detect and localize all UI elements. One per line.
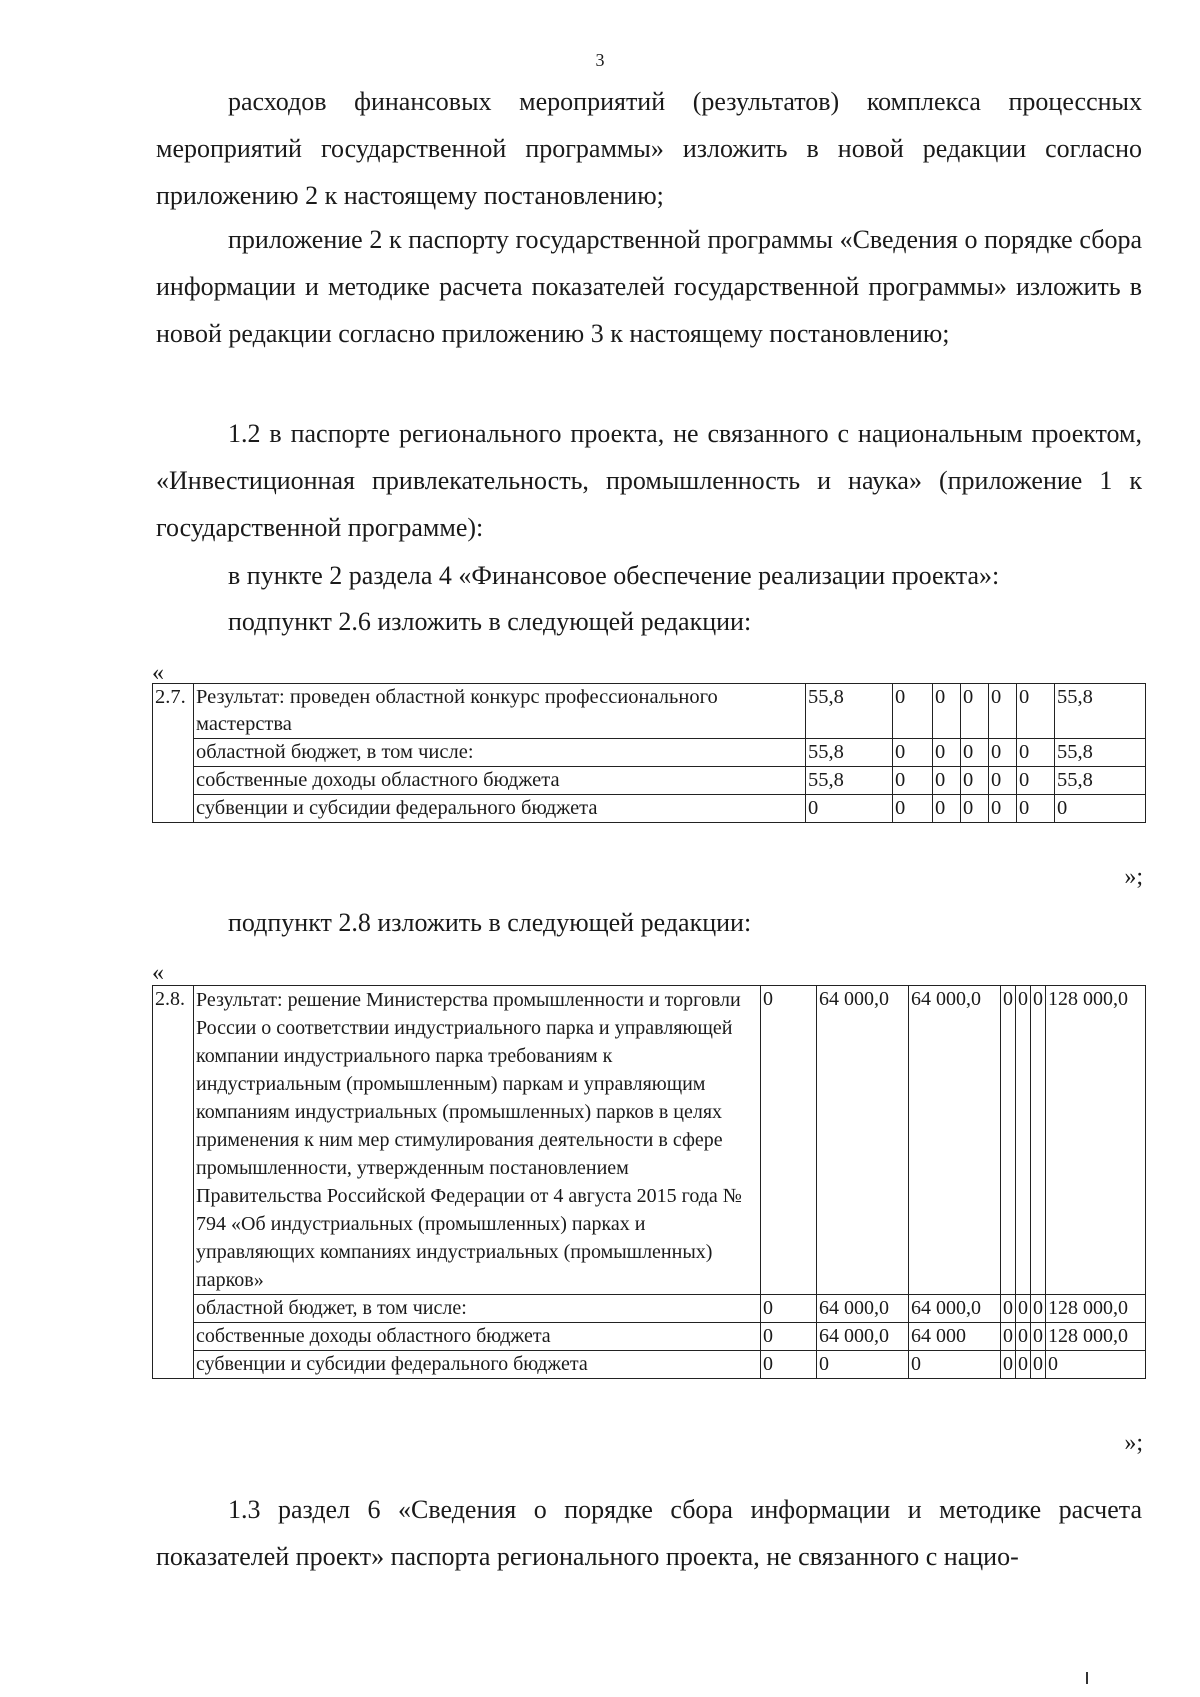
table-row [153, 1323, 1146, 1351]
cell-value: 0 [817, 1351, 909, 1379]
cell-value: 0 [1055, 795, 1146, 823]
paragraph-3: 1.2 в паспорте регионального проекта, не связанного с национальным проектом, «Инвестиционная привлекательность, промышленность и наука» (приложение 1 к государственной программе): [156, 419, 1142, 542]
cell-value: 128 000,0 [1046, 986, 1146, 1295]
table-row [153, 767, 1146, 795]
cell-value: 0 [909, 1351, 1001, 1379]
table-row [153, 795, 1146, 823]
cell-value: 55,8 [1055, 684, 1146, 739]
paragraph-5: подпункт 2.6 изложить в следующей редакции: [228, 607, 752, 636]
quote-close-2: »; [1124, 1430, 1143, 1456]
cell-value: 0 [989, 795, 1017, 823]
cell-value: 64 000,0 [817, 1323, 909, 1351]
cell-value: 64 000,0 [909, 1295, 1001, 1323]
cell-value: 0 [989, 684, 1017, 739]
cell-value: 0 [1017, 739, 1055, 767]
cell-value: 0 [1017, 767, 1055, 795]
cell-value: 0 [761, 1295, 817, 1323]
row-label: субвенции и субсидии федерального бюджета [194, 795, 806, 823]
cell-value: 0 [989, 739, 1017, 767]
row-label: областной бюджет, в том числе: [194, 1295, 761, 1323]
cell-value: 0 [1001, 986, 1016, 1295]
cell-value: 55,8 [1055, 767, 1146, 795]
cell-value: 0 [961, 795, 989, 823]
table-row [153, 986, 1146, 1295]
row-label: собственные доходы областного бюджета [194, 1323, 761, 1351]
cell-value: 55,8 [806, 739, 893, 767]
cell-value: 0 [1031, 1295, 1046, 1323]
result-table-2-7 [152, 683, 1146, 823]
cell-value: 0 [1016, 1323, 1031, 1351]
cell-value: 0 [806, 795, 893, 823]
row-label: собственные доходы областного бюджета [194, 767, 806, 795]
cell-value: 55,8 [806, 684, 893, 739]
cell-value: 0 [1031, 1351, 1046, 1379]
row-label: областной бюджет, в том числе: [194, 739, 806, 767]
cell-value: 128 000,0 [1046, 1323, 1146, 1351]
row-label: субвенции и субсидии федерального бюджета [194, 1351, 761, 1379]
cell-value: 0 [961, 684, 989, 739]
cell-value: 0 [989, 767, 1017, 795]
cell-value: 0 [933, 795, 961, 823]
cell-value: 64 000,0 [817, 986, 909, 1295]
row-label: Результат: решение Министерства промышленности и торговли России о соответствии индустриального парка и управляющей компании индустриального парка требованиям к индустриальным (промышленным) паркам и управляющим компаниям индустриальных (промышленных) парков в целях применения к ним мер стимулирования деятельности в сфере промышленности, утвержденным постановлением Правительства Российской Федерации от 4 августа 2015 года № 794 «Об индустриальных (промышленных) парках и управляющих компаниях индустриальных (промышленных) парков» [194, 986, 761, 1295]
row-number: 2.8. [153, 986, 194, 1379]
cell-value: 0 [893, 795, 933, 823]
table-row [153, 739, 1146, 767]
paragraph-7: 1.3 раздел 6 «Сведения о порядке сбора информации и методике расчета показателей проект» паспорта регионального проекта, не связанного с нацио- [156, 1495, 1142, 1571]
cell-value: 0 [961, 739, 989, 767]
cell-value: 0 [1046, 1351, 1146, 1379]
cell-value: 0 [1001, 1351, 1016, 1379]
cell-value: 0 [761, 1351, 817, 1379]
cell-value: 0 [1016, 1351, 1031, 1379]
cell-value: 55,8 [806, 767, 893, 795]
table-row [153, 1295, 1146, 1323]
table-row [153, 684, 1146, 739]
page-mark [1086, 1672, 1088, 1684]
cell-value: 55,8 [1055, 739, 1146, 767]
cell-value: 0 [1017, 684, 1055, 739]
cell-value: 0 [1031, 1323, 1046, 1351]
cell-value: 0 [933, 684, 961, 739]
cell-value: 0 [893, 739, 933, 767]
quote-open-2: « [152, 960, 164, 986]
cell-value: 128 000,0 [1046, 1295, 1146, 1323]
cell-value: 0 [933, 739, 961, 767]
quote-open-1: « [152, 660, 164, 686]
cell-value: 64 000,0 [817, 1295, 909, 1323]
paragraph-4: в пункте 2 раздела 4 «Финансовое обеспечение реализации проекта»: [228, 561, 1000, 590]
result-table-2-8 [152, 985, 1146, 1379]
cell-value: 0 [1001, 1295, 1016, 1323]
cell-value: 0 [961, 767, 989, 795]
paragraph-1: расходов финансовых мероприятий (результатов) комплекса процессных мероприятий государственной программы» изложить в новой редакции согласно приложению 2 к настоящему постановлению; [156, 87, 1142, 210]
page-number: 3 [595, 50, 605, 70]
cell-value: 64 000,0 [909, 986, 1001, 1295]
row-number: 2.7. [153, 684, 194, 823]
cell-value: 0 [761, 1323, 817, 1351]
quote-close-1: »; [1124, 864, 1143, 890]
paragraph-2: приложение 2 к паспорту государственной программы «Сведения о порядке сбора информации и методике расчета показателей государственной программы» изложить в новой редакции согласно приложению 3 к настоящему постановлению; [156, 225, 1142, 348]
cell-value: 0 [1017, 795, 1055, 823]
cell-value: 0 [933, 767, 961, 795]
cell-value: 64 000 [909, 1323, 1001, 1351]
cell-value: 0 [1016, 1295, 1031, 1323]
cell-value: 0 [893, 684, 933, 739]
cell-value: 0 [1001, 1323, 1016, 1351]
row-label: Результат: проведен областной конкурс профессионального мастерства [194, 684, 806, 739]
cell-value: 0 [893, 767, 933, 795]
table-row [153, 1351, 1146, 1379]
paragraph-6: подпункт 2.8 изложить в следующей редакции: [228, 908, 752, 937]
cell-value: 0 [1016, 986, 1031, 1295]
cell-value: 0 [1031, 986, 1046, 1295]
cell-value: 0 [761, 986, 817, 1295]
